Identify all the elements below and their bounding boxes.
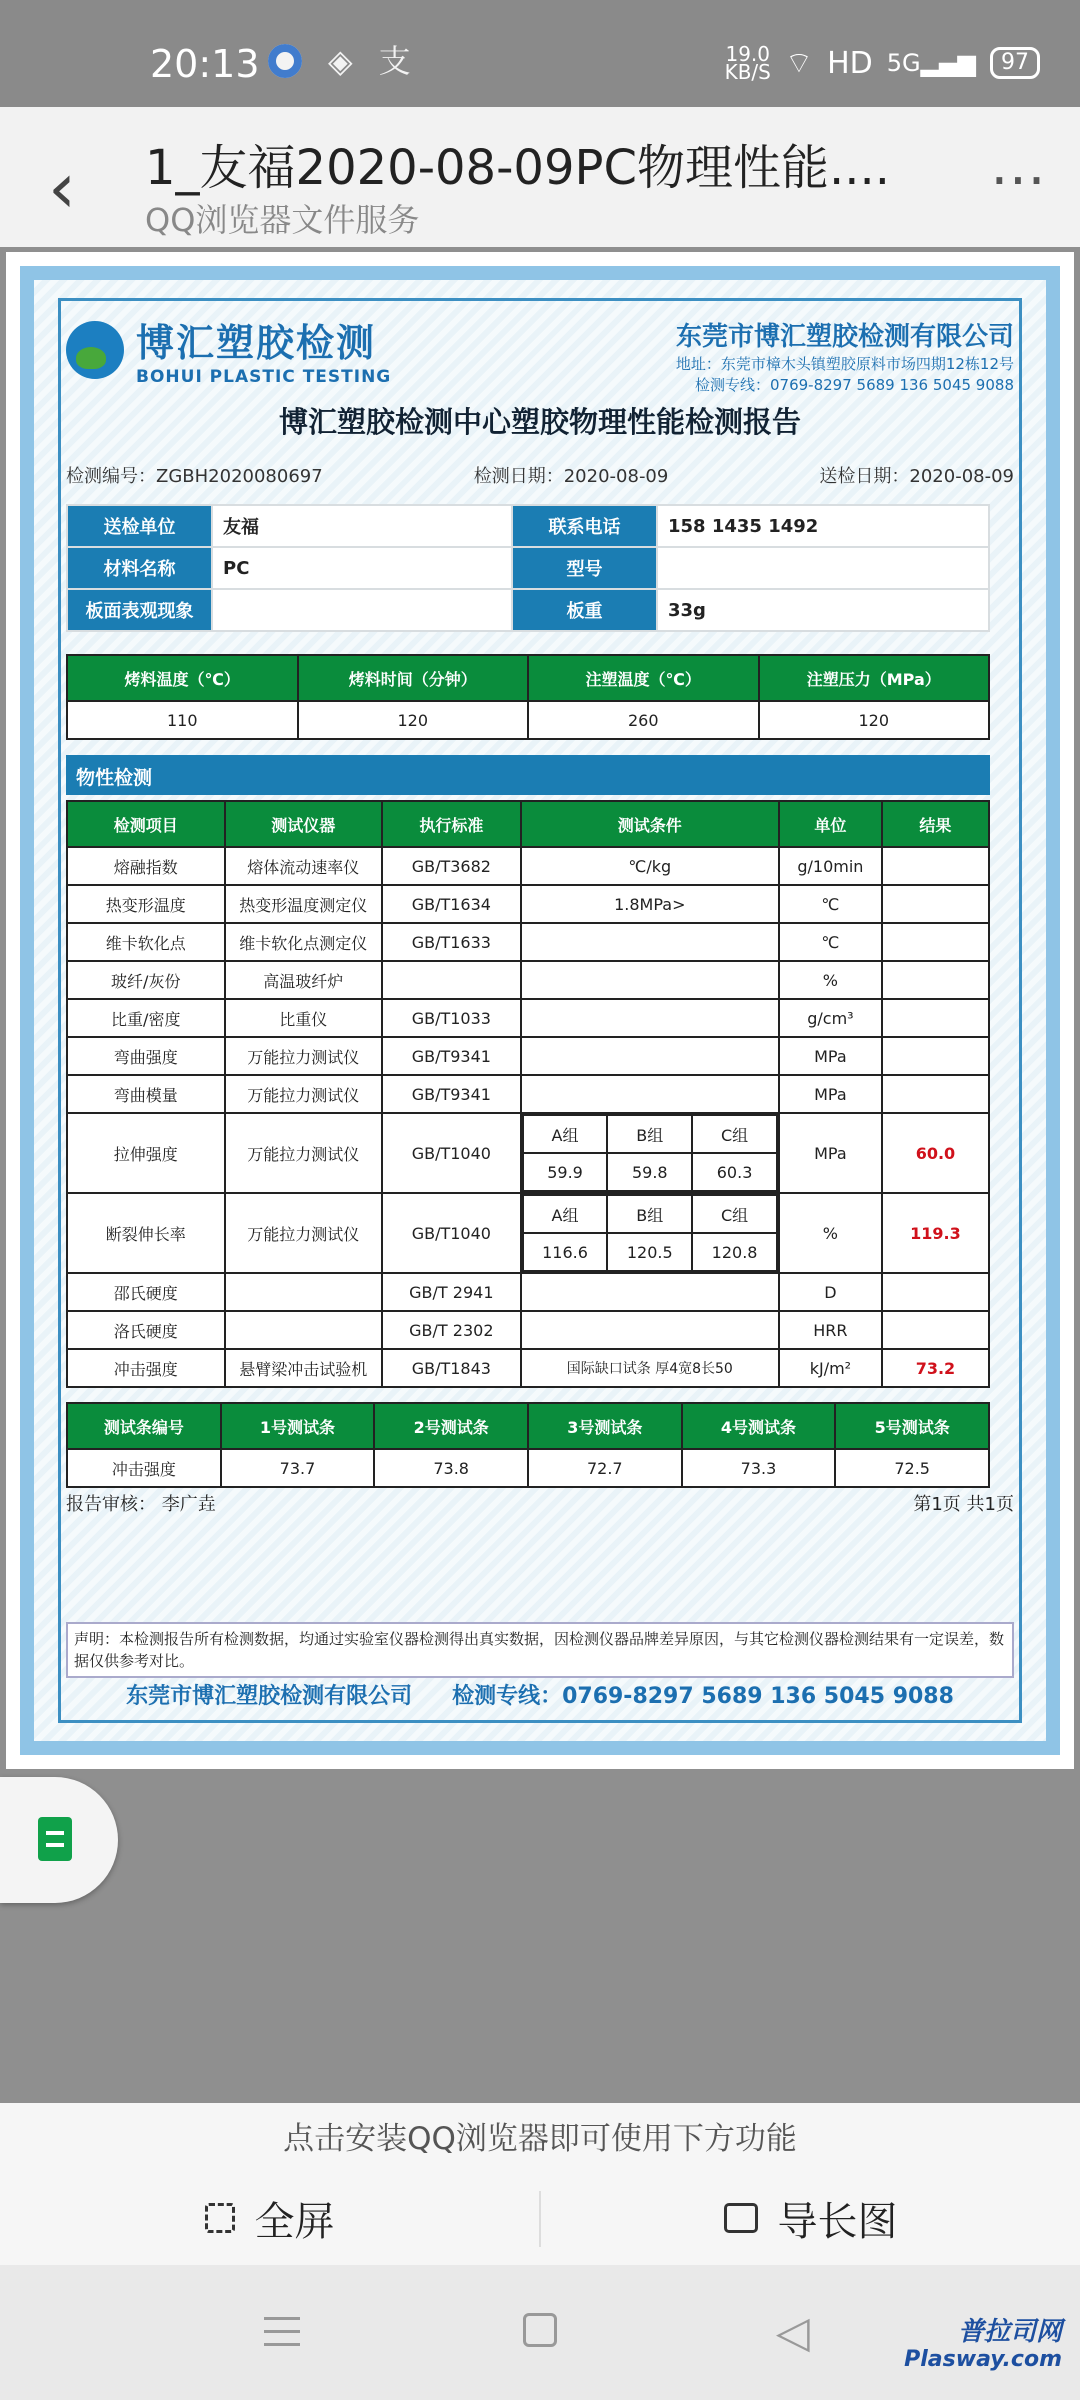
table-row: 玻纤/灰份 高温玻纤炉 % [67,961,989,999]
title-bar [0,107,1080,247]
document-subtitle: QQ浏览器文件服务 [145,201,420,239]
more-options-icon[interactable]: ⋯ [990,147,1050,212]
page-count: 第1页 共1页 [913,1494,1014,1515]
report-title: 博汇塑胶检测中心塑胶物理性能检测报告 [278,405,801,439]
logo-text-en: BOHUI PLASTIC TESTING [136,367,392,387]
report-meta: 检测编号：ZGBH2020080697 检测日期：2020-08-09 送检日期：2020-08-09 [66,466,1014,487]
battery-icon: 97 [990,47,1040,79]
document-title: 1_友福2020-08-09PC物理性能.... [145,140,890,196]
table-row: 熔融指数 熔体流动速率仪 GB/T3682 ℃/kg g/10min [67,847,989,885]
net-speed: 19.0 KB/S [724,42,771,84]
section-title: 物性检测 [66,755,990,795]
logo-mark-icon [66,321,124,379]
recent-apps-icon[interactable] [264,2317,300,2356]
fullscreen-button[interactable]: 全屏 [0,2183,539,2253]
image-icon [724,2203,758,2233]
company-info: 东莞市博汇塑胶检测有限公司 地址：东莞市樟木头镇塑胶原料市场四期12栋12号 检测专线：0769-8297 5689 136 5045 9088 [675,322,1014,394]
table-row: 弯曲模量 万能拉力测试仪 GB/T9341 MPa [67,1075,989,1113]
declaration: 声明：本检测报告所有检测数据，均通过实验室仪器检测得出真实数据，因检测仪器品牌差异原因，与其它检测仪器检测结果有一定误差，数据仅供参考对比。 [66,1622,1014,1678]
hd-label: HD [827,45,873,81]
fullscreen-icon [205,2203,235,2233]
table-row: 比重/密度 比重仪 GB/T1033 g/cm³ [67,999,989,1037]
watermark: 普拉司网 Plasway.com [904,2317,1062,2372]
table-row: 冲击强度 悬臂梁冲击试验机 GB/T1843 国际缺口试条 厚4宽8长50 kJ/m² 73.2 [67,1349,989,1387]
home-icon[interactable] [523,2313,557,2347]
nav-back-icon[interactable]: ◁ [776,2307,810,2358]
footer-contact: 东莞市博汇塑胶检测有限公司 检测专线：0769-8297 5689 136 5045 9088 [126,1684,954,1709]
table-row: 维卡软化点 维卡软化点测定仪 GB/T1633 ℃ [67,923,989,961]
table-row: 洛氏硬度 GB/T 2302 HRR [67,1311,989,1349]
report-document [6,252,1074,1769]
table-row: 弯曲强度 万能拉力测试仪 GB/T9341 MPa [67,1037,989,1075]
back-arrow-icon[interactable]: ‹ [48,147,76,229]
wifi-icon: ⌔ [784,46,814,81]
impact-bars-table: 测试条编号 1号测试条 2号测试条 3号测试条 4号测试条 5号测试条 冲击强度 73.7 73.8 72.7 73.3 72.5 [66,1402,990,1488]
sample-info-table: 送检单位 友福 联系电话 158 1435 1492 材料名称 PC 型号 板面表观现象 板重 33g [66,504,990,632]
table-row: 热变形温度 热变形温度测定仪 GB/T1634 1.8MPa> ℃ [67,885,989,923]
export-long-image-button[interactable]: 导长图 [541,2183,1080,2253]
reviewer: 报告审核： 李广垚 [66,1494,216,1515]
test-results-table: 检测项目 测试仪器 执行标准 测试条件 单位 结果 熔融指数 熔体流动速率仪 GB/T3682 ℃/kg g/10min 热变形温度 热变形温度测定仪 GB/T1634 1.8MPa> ℃ 维卡软化点 维卡软化点测定仪 GB/T1633 ℃ 玻纤/灰份 高温玻纤炉 % 比重/密度 比重仪 GB/T1033 g/cm³ 弯曲强度 万能拉力测试仪 GB/T9341 MPa 弯曲模量 万能拉力测试仪 GB/T9341 MPa 拉伸强度 万能拉力测试仪 GB/T1040 A组 B组 C组 59.9 59.8 60.3 MPa 60.0 断裂伸长率 万能拉力测试仪 GB/T1040 A组 B组 C组 116.6 120.5 120.8 % 119.3 邵氏硬度 GB/T 2941 D 洛氏硬度 GB/T 2302 HRR 冲击强度 悬臂梁冲击试验机 GB/T1843 国际缺口试条 厚4宽8长50 kJ/m² 73.2 [66,800,990,1388]
install-message: 点击安装QQ浏览器即可使用下方功能 [283,2121,797,2157]
status-bar [0,0,1080,107]
process-table: 烤料温度（℃） 烤料时间（分钟） 注塑温度（℃） 注塑压力（MPa） 110 120 260 120 [66,654,990,740]
logo-text: 博汇塑胶检测 [136,321,377,365]
document-icon [38,1817,72,1861]
table-row: 邵氏硬度 GB/T 2941 D [67,1273,989,1311]
table-row: 拉伸强度 万能拉力测试仪 GB/T1040 A组 B组 C组 59.9 59.8 60.3 MPa 60.0 [67,1113,989,1193]
browser-notification-icon [268,44,302,78]
alipay-icon: 支 [378,42,411,80]
install-banner [0,2103,1080,2265]
status-time: 20:13 [150,42,260,86]
signal-icon: 5G▂▄▆ [886,49,976,77]
table-row: 断裂伸长率 万能拉力测试仪 GB/T1040 A组 B组 C组 116.6 120.5 120.8 % 119.3 [67,1193,989,1273]
layers-icon: ◈ [328,42,353,80]
report-logo [66,312,391,387]
